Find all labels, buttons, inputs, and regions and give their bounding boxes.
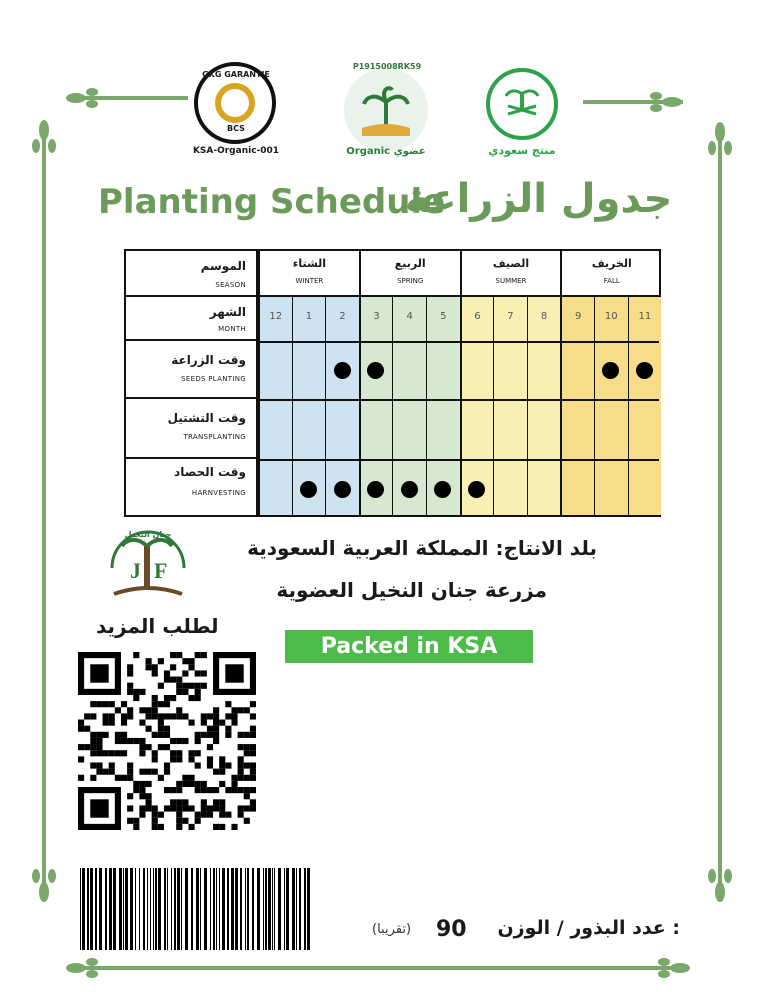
season-header-spring <box>359 251 460 297</box>
month-label: 10 <box>604 311 618 322</box>
month-label: 3 <box>373 311 380 322</box>
svg-text:F: F <box>154 558 168 583</box>
season-header-fall <box>560 251 661 297</box>
season-header-winter <box>258 251 359 297</box>
season-header-summer <box>460 251 561 297</box>
row-divider <box>258 399 659 401</box>
saudi-product-logo <box>486 68 558 140</box>
schedule-mark <box>334 481 351 498</box>
month-label: 11 <box>638 311 652 322</box>
season-name-en: WINTER <box>295 277 324 285</box>
title-english: Planting Schedule <box>98 182 446 222</box>
row-transplanting-ar: وقت التشتيل <box>167 411 246 425</box>
month-header-cell <box>126 297 258 341</box>
schedule-mark <box>367 481 384 498</box>
season-name-en: SUMMER <box>495 277 527 285</box>
season-name-ar: الشتاء <box>292 257 327 270</box>
month-label-en: MONTH <box>218 325 246 333</box>
packed-in-ksa-badge: Packed in KSA <box>285 630 533 663</box>
schedule-mark <box>468 481 485 498</box>
season-name-ar: الصيف <box>492 257 530 270</box>
schedule-mark <box>401 481 418 498</box>
organic-label: Organic عضوي <box>346 146 426 157</box>
season-label-ar: الموسم <box>200 259 246 273</box>
farm-name: مزرعة جنان النخيل العضوية <box>276 578 547 602</box>
row-label-transplanting <box>126 399 258 459</box>
schedule-mark <box>602 362 619 379</box>
row-seeds-ar: وقت الزراعة <box>171 353 246 367</box>
season-name-en: SPRING <box>397 277 424 285</box>
schedule-mark <box>367 362 384 379</box>
row-divider <box>258 341 659 343</box>
month-column-10 <box>594 297 628 515</box>
month-label: 7 <box>507 311 514 322</box>
season-name-ar: الخريف <box>591 257 632 270</box>
planting-schedule-table <box>124 249 661 517</box>
seal-ring-top: GKG GARANTIE <box>202 70 270 79</box>
origin-country: بلد الانتاج: المملكة العربية السعودية <box>247 536 597 560</box>
month-column-9 <box>560 297 594 515</box>
row-label-harvesting <box>126 459 258 515</box>
row-divider <box>258 459 659 461</box>
schedule-mark <box>334 362 351 379</box>
order-more-label: لطلب المزيد <box>96 614 219 638</box>
month-label: 1 <box>305 311 313 322</box>
saudi-product-caption: منتج سعودي <box>488 144 556 157</box>
organic-palm-logo <box>344 68 428 152</box>
weight-note: (تقريبا) <box>372 922 412 937</box>
month-label: 8 <box>540 311 548 322</box>
row-harvesting-ar: وقت الحصاد <box>174 465 246 479</box>
month-label: 12 <box>269 311 283 322</box>
season-header-cell <box>126 251 258 297</box>
farm-logo <box>100 528 196 610</box>
month-label-ar: الشهر <box>209 305 246 319</box>
barcode <box>80 868 310 950</box>
row-transplanting-en: TRANSPLANTING <box>183 433 246 441</box>
row-label-seeds <box>126 341 258 399</box>
title-arabic: جدول الزراعة <box>405 176 673 222</box>
qr-code[interactable] <box>78 652 256 830</box>
month-column-12 <box>258 297 292 515</box>
schedule-mark <box>636 362 653 379</box>
month-label: 9 <box>575 311 582 322</box>
farm-logo-text: جنان النخيل <box>124 530 172 539</box>
month-label: 4 <box>406 311 413 322</box>
month-label: 5 <box>440 311 447 322</box>
svg-text:J: J <box>130 558 141 583</box>
seal-ring-bottom: BCS <box>227 124 245 133</box>
season-name-en: FALL <box>603 277 620 285</box>
month-column-8 <box>527 297 561 515</box>
weight-value: 90 <box>436 917 467 942</box>
weight-label: عدد البذور / الوزن : <box>497 917 680 939</box>
seal-caption: KSA-Organic-001 <box>192 146 280 156</box>
month-label: 2 <box>339 311 346 322</box>
organic-code: P1915008RK59 <box>352 62 422 71</box>
row-harvesting-en: HARNVESTING <box>191 489 246 497</box>
month-column-7 <box>493 297 527 515</box>
schedule-mark <box>300 481 317 498</box>
season-name-ar: الربيع <box>394 257 426 270</box>
row-seeds-en: SEEDS PLANTING <box>181 375 246 383</box>
schedule-mark <box>434 481 451 498</box>
month-label: 6 <box>474 311 481 322</box>
month-column-11 <box>628 297 662 515</box>
season-label-en: SEASON <box>215 281 246 289</box>
